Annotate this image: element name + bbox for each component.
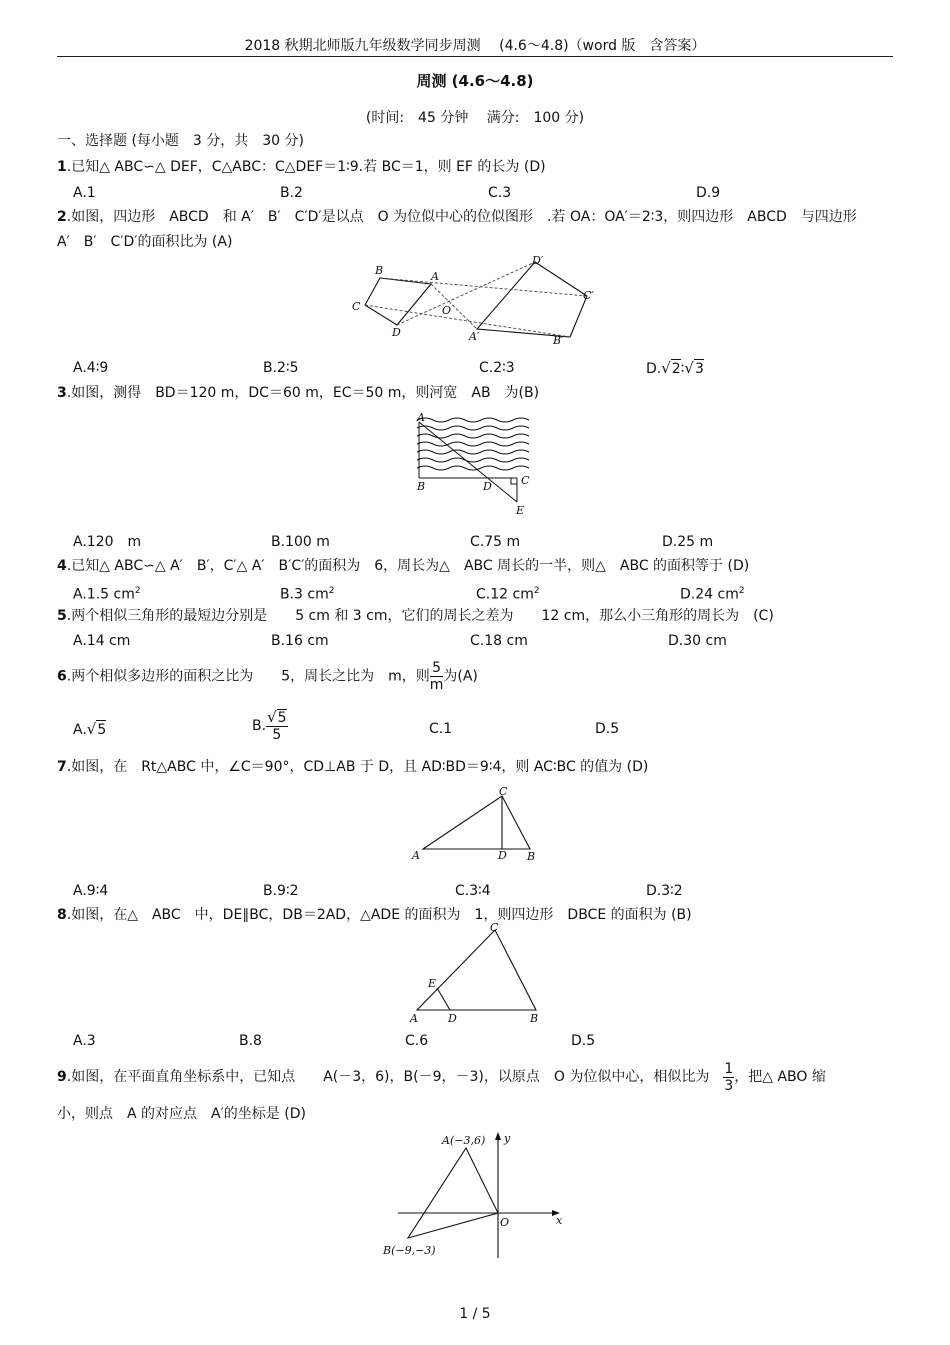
q8-option-c: C.6	[405, 1033, 429, 1049]
q2-label-o: O	[442, 304, 452, 317]
q7-option-b: B.9∶2	[263, 883, 299, 899]
q7-label-d: D	[498, 849, 507, 862]
q4-option-c: C.12 $cm^2$	[476, 586, 540, 603]
q9-label-a: A(−3,6)	[442, 1134, 486, 1147]
q7-figure	[405, 783, 555, 863]
q8-label-d: D	[448, 1012, 457, 1025]
q6-option-a: A.√5	[73, 720, 107, 738]
question-1: 1.已知△ ABC∽△ DEF，C△ABC：C△DEF＝1∶9.若 BC＝1，则 EF 的长为 (D)	[57, 159, 546, 175]
q1-option-d: D.9	[696, 185, 721, 201]
q9-label-b: B(−9,−3)	[383, 1244, 436, 1257]
q8-label-e: E	[428, 977, 437, 990]
page-header: 2018 秋期北师版九年级数学同步周测 (4.6～4.8)（word 版 含答案）	[244, 38, 706, 54]
q7-label-c: C	[499, 785, 508, 798]
q2-label-dp: D′	[532, 254, 544, 267]
q2-label-ap: A′	[469, 330, 480, 343]
q8-label-b: B	[530, 1012, 539, 1025]
q9-label-y: y	[504, 1132, 511, 1145]
q2-label-cp: C′	[583, 289, 594, 302]
section-heading: 一、选择题 (每小题 3 分，共 30 分)	[57, 133, 304, 149]
page-title: 周测 (4.6～4.8)	[416, 72, 534, 90]
q2-option-d: D.√2∶√3	[646, 359, 704, 377]
question-7: 7.如图，在 Rt△ABC 中，∠C＝90°，CD⊥AB 于 D，且 AD∶BD＝9∶4，则 AC∶BC 的值为 (D)	[57, 759, 649, 775]
q4-option-a: A.1.5 $cm^2$	[73, 586, 141, 603]
question-8: 8.如图，在△ ABC 中，DE∥BC，DB＝2AD，△ADE 的面积为 1，则四边形 DBCE 的面积为 (B)	[57, 907, 692, 923]
q7-label-a: A	[412, 849, 420, 862]
q7-option-c: C.3∶4	[455, 883, 491, 899]
q8-option-a: A.3	[73, 1033, 96, 1049]
q9-label-x: x	[556, 1214, 563, 1227]
q3-option-d: D.25 m	[662, 534, 714, 550]
q8-label-c: C	[490, 922, 499, 934]
question-9-line2: 小，则点 A 的对应点 A′的坐标是 (D)	[57, 1106, 306, 1122]
question-2-line2: A′ B′ C′D′的面积比为 (A)	[57, 234, 233, 250]
q9-figure	[378, 1128, 568, 1263]
q5-option-c: C.18 cm	[470, 633, 528, 649]
q3-label-e: E	[516, 504, 525, 517]
q3-label-c: C	[521, 474, 530, 487]
q2-label-a: A	[431, 270, 439, 283]
q4-option-d: D.24 $cm^2$	[680, 586, 745, 603]
q2-label-c: C	[352, 300, 361, 313]
q3-figure	[405, 408, 545, 518]
q5-option-a: A.14 cm	[73, 633, 131, 649]
q6-option-d: D.5	[595, 721, 620, 737]
question-5: 5.两个相似三角形的最短边分别是 5 cm 和 3 cm，它们的周长之差为 12 cm，那么小三角形的周长为 (C)	[57, 608, 774, 624]
q2-option-b: B.2∶5	[263, 360, 299, 376]
q7-label-b: B	[527, 850, 536, 863]
q4-option-b: B.3 $cm^2$	[280, 586, 335, 603]
q2-option-a: A.4∶9	[73, 360, 109, 376]
q3-option-a: A.120 m	[73, 534, 142, 550]
q8-option-b: B.8	[239, 1033, 262, 1049]
q7-option-d: D.3∶2	[646, 883, 683, 899]
q2-option-c: C.2∶3	[479, 360, 515, 376]
q8-figure	[405, 922, 555, 1027]
q2-figure	[345, 252, 605, 352]
q5-option-d: D.30 cm	[668, 633, 727, 649]
question-2: 2.如图，四边形 ABCD 和 A′ B′ C′D′是以点 O 为位似中心的位似图形 .若 OA：OA′＝2∶3，则四边形 ABCD 与四边形	[57, 209, 857, 225]
q6-option-b: B. $\frac{√5}{5}$	[252, 708, 287, 743]
page-footer: 1 / 5	[459, 1306, 491, 1322]
question-4: 4.已知△ ABC∽△ A′ B′，C′△ A′ B′C′的面积为 6，周长为△ ABC 周长的一半，则△ ABC 的面积等于 (D)	[57, 558, 750, 574]
q2-label-b: B	[375, 264, 384, 277]
question-6: 6.两个相似多边形的面积之比为 5，周长之比为 m，则 $\frac{5}{m}$ 为(A)	[57, 660, 478, 693]
q9-label-o: O	[500, 1216, 510, 1229]
q1-option-a: A.1	[73, 185, 96, 201]
q3-label-a: A	[417, 411, 425, 424]
q2-label-bp: B′	[553, 334, 564, 347]
q3-option-b: B.100 m	[271, 534, 330, 550]
q8-option-d: D.5	[571, 1033, 596, 1049]
question-9: 9.如图，在平面直角坐标系中，已知点 A(－3，6)，B(－9，－3)，以原点 O 为位似中心，相似比为 $\frac{1}{3}$ ，把△ ABO 缩	[57, 1060, 826, 1094]
q7-option-a: A.9∶4	[73, 883, 109, 899]
header-rule	[57, 56, 893, 57]
q6-option-c: C.1	[429, 721, 453, 737]
q8-label-a: A	[410, 1012, 418, 1025]
question-3: 3.如图，测得 BD＝120 m，DC＝60 m，EC＝50 m，则河宽 AB 为(B)	[57, 385, 540, 401]
q1-option-b: B.2	[280, 185, 303, 201]
q2-label-d: D	[392, 326, 401, 339]
q3-label-b: B	[417, 480, 426, 493]
q5-option-b: B.16 cm	[271, 633, 329, 649]
q3-option-c: C.75 m	[470, 534, 521, 550]
q3-label-d: D	[483, 480, 492, 493]
q1-option-c: C.3	[488, 185, 512, 201]
page-subtitle: (时间: 45 分钟 满分: 100 分)	[365, 110, 585, 126]
